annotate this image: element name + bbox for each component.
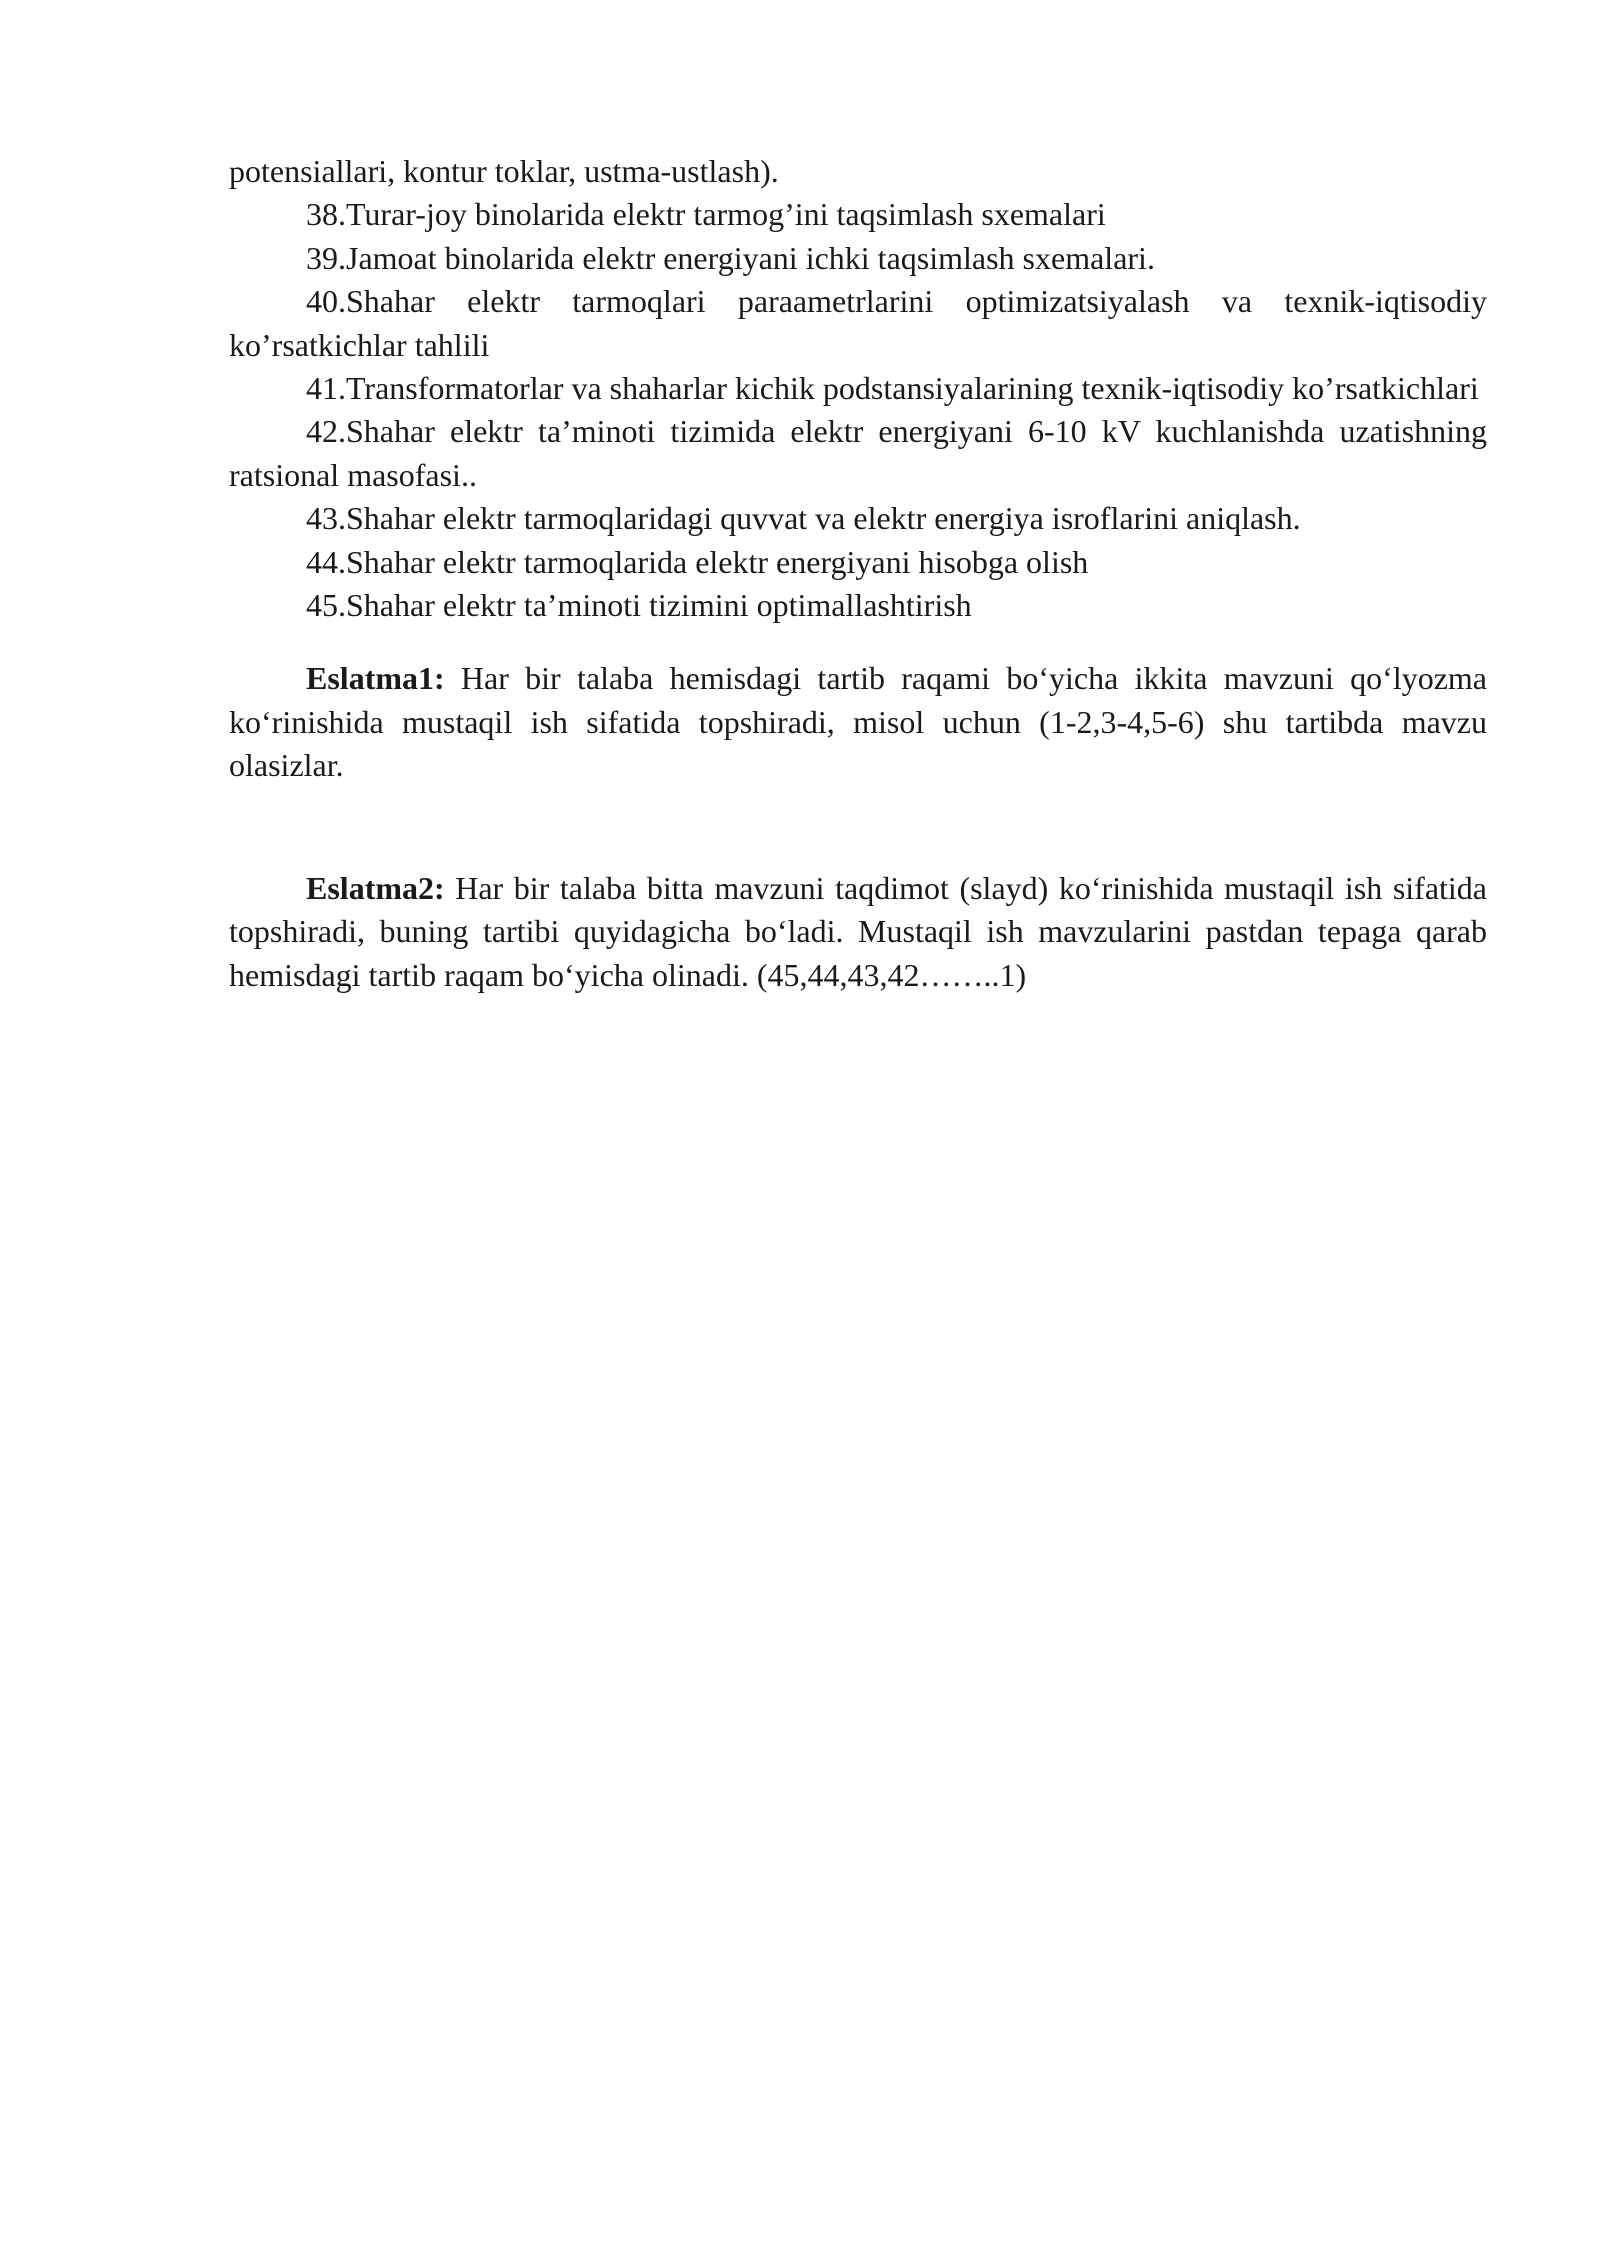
list-item-40: 40.Shahar elektr tarmoqlari paraametrlarini optimizatsiyalash va texnik-iqtisodiy ko’rsatkichlar tahlili bbox=[229, 283, 1487, 363]
note-1-text: Har bir talaba hemisdagi tartib raqami bo‘yicha ikkita mavzuni qo‘lyozma ko‘rinishida mustaqil ish sifatida topshiradi, misol uchun (1-2,3-4,5-6) shu tartibda mavzu olasizlar. bbox=[229, 660, 1487, 784]
note-2-label: Eslatma2: bbox=[306, 869, 445, 906]
list-item-38: 38.Turar-joy binolarida elektr tarmog’ini taqsimlash sxemalari bbox=[306, 196, 1106, 233]
continuation-line: potensiallari, kontur toklar, ustma-ustlash). bbox=[229, 153, 779, 189]
note-1-label: Eslatma1: bbox=[306, 660, 445, 697]
note-1 bbox=[229, 657, 1487, 787]
document-page bbox=[229, 150, 1487, 997]
note-2-text: Har bir talaba bitta mavzuni taqdimot (slayd) ko‘rinishida mustaqil ish sifatida topshiradi, buning tartibi quyidagicha bo‘ladi. Mustaqil ish mavzularini pastdan tepaga qarab hemisdagi tartib raqam bo‘yicha olinadi. (45,44,43,42……..1) bbox=[229, 869, 1487, 993]
note-2 bbox=[229, 867, 1487, 997]
list-item-45: 45.Shahar elektr ta’minoti tizimini optimallashtirish bbox=[306, 587, 972, 624]
list-item-42: 42.Shahar elektr ta’minoti tizimida elektr energiyani 6-10 kV kuchlanishda uzatishning ratsional masofasi.. bbox=[229, 413, 1487, 493]
list-item-39: 39.Jamoat binolarida elektr energiyani ichki taqsimlash sxemalari. bbox=[306, 239, 1155, 276]
list-item-41: 41.Transformatorlar va shaharlar kichik podstansiyalarining texnik-iqtisodiy ko’rsatkichlari bbox=[306, 370, 1479, 407]
list-item-44: 44.Shahar elektr tarmoqlarida elektr energiyani hisobga olish bbox=[306, 543, 1089, 580]
list-item-43: 43.Shahar elektr tarmoqlaridagi quvvat va elektr energiya isroflarini aniqlash. bbox=[306, 500, 1301, 537]
